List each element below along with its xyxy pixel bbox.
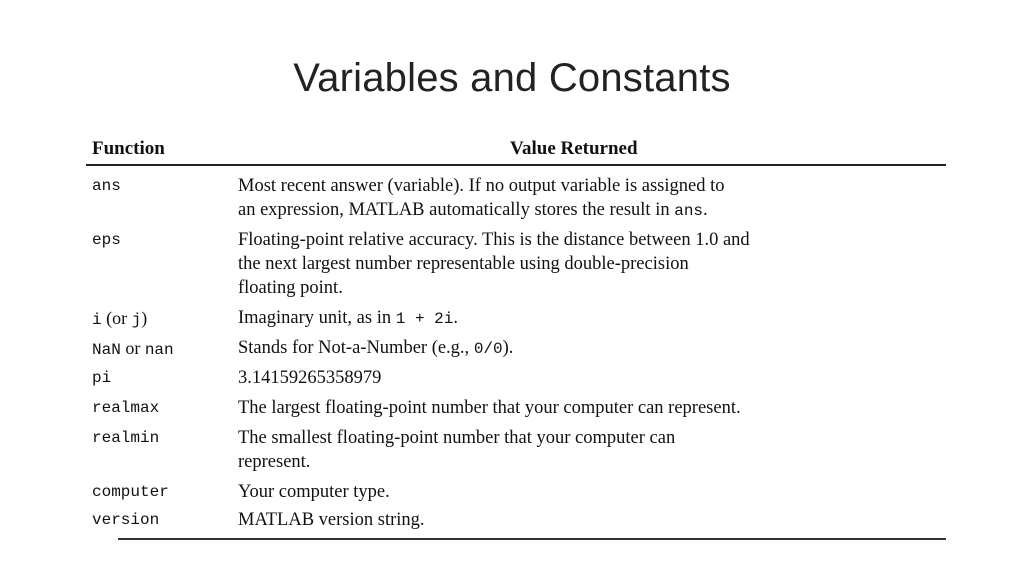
- desc-line: Floating-point relative accuracy. This is the distance between 1.0 and: [238, 230, 750, 250]
- header-value-returned: Value Returned: [510, 138, 638, 159]
- function-name: computer: [92, 483, 169, 501]
- desc-line: represent.: [238, 452, 311, 472]
- desc-text: an expression, MATLAB automatically stores the result in: [238, 200, 675, 220]
- desc-text: Stands for Not-a-Number (e.g.,: [238, 338, 474, 358]
- value-description: [238, 174, 944, 223]
- desc-line: Most recent answer (variable). If no output variable is assigned to: [238, 176, 725, 196]
- desc-line: the next largest number representable using double-precision: [238, 254, 689, 274]
- desc-text: ).: [502, 338, 514, 358]
- header-function: Function: [92, 138, 165, 159]
- code-text: i: [92, 311, 102, 329]
- function-name: version: [92, 511, 160, 529]
- code-text: j: [131, 311, 142, 329]
- value-description: Your computer type.: [238, 482, 390, 502]
- desc-text: (or: [101, 308, 132, 328]
- desc-text: .: [453, 308, 458, 328]
- code-text: NaN: [92, 341, 121, 359]
- value-description: [238, 228, 944, 300]
- value-description: [238, 336, 944, 361]
- desc-line: floating point.: [238, 278, 343, 298]
- function-name: eps: [92, 231, 121, 249]
- value-description: The largest floating-point number that your computer can represent.: [238, 398, 741, 418]
- value-description: [238, 426, 944, 474]
- desc-text: .: [703, 200, 708, 220]
- function-name: realmax: [92, 399, 160, 417]
- value-description: MATLAB version string.: [238, 510, 425, 530]
- desc-line: The smallest floating-point number that your computer can: [238, 428, 676, 448]
- constants-table: [86, 132, 946, 530]
- code-text: nan: [144, 341, 174, 359]
- function-name: realmin: [92, 429, 160, 447]
- code-text: 0/0: [473, 340, 503, 358]
- function-name: [92, 336, 174, 362]
- code-text: 1 + 2i: [395, 310, 454, 328]
- function-name: [92, 306, 147, 332]
- desc-text: Imaginary unit, as in: [238, 308, 396, 328]
- slide-title: Variables and Constants: [293, 56, 731, 100]
- desc-text: ): [141, 308, 148, 328]
- function-name: pi: [92, 369, 112, 387]
- code-text: ans: [674, 202, 704, 220]
- function-name: ans: [92, 177, 121, 195]
- value-description: 3.14159265358979: [238, 368, 382, 388]
- desc-line: [238, 198, 944, 223]
- table-bottom-rule: [118, 538, 946, 540]
- desc-text: or: [120, 338, 145, 358]
- value-description: [238, 306, 944, 331]
- table-header: [86, 132, 946, 166]
